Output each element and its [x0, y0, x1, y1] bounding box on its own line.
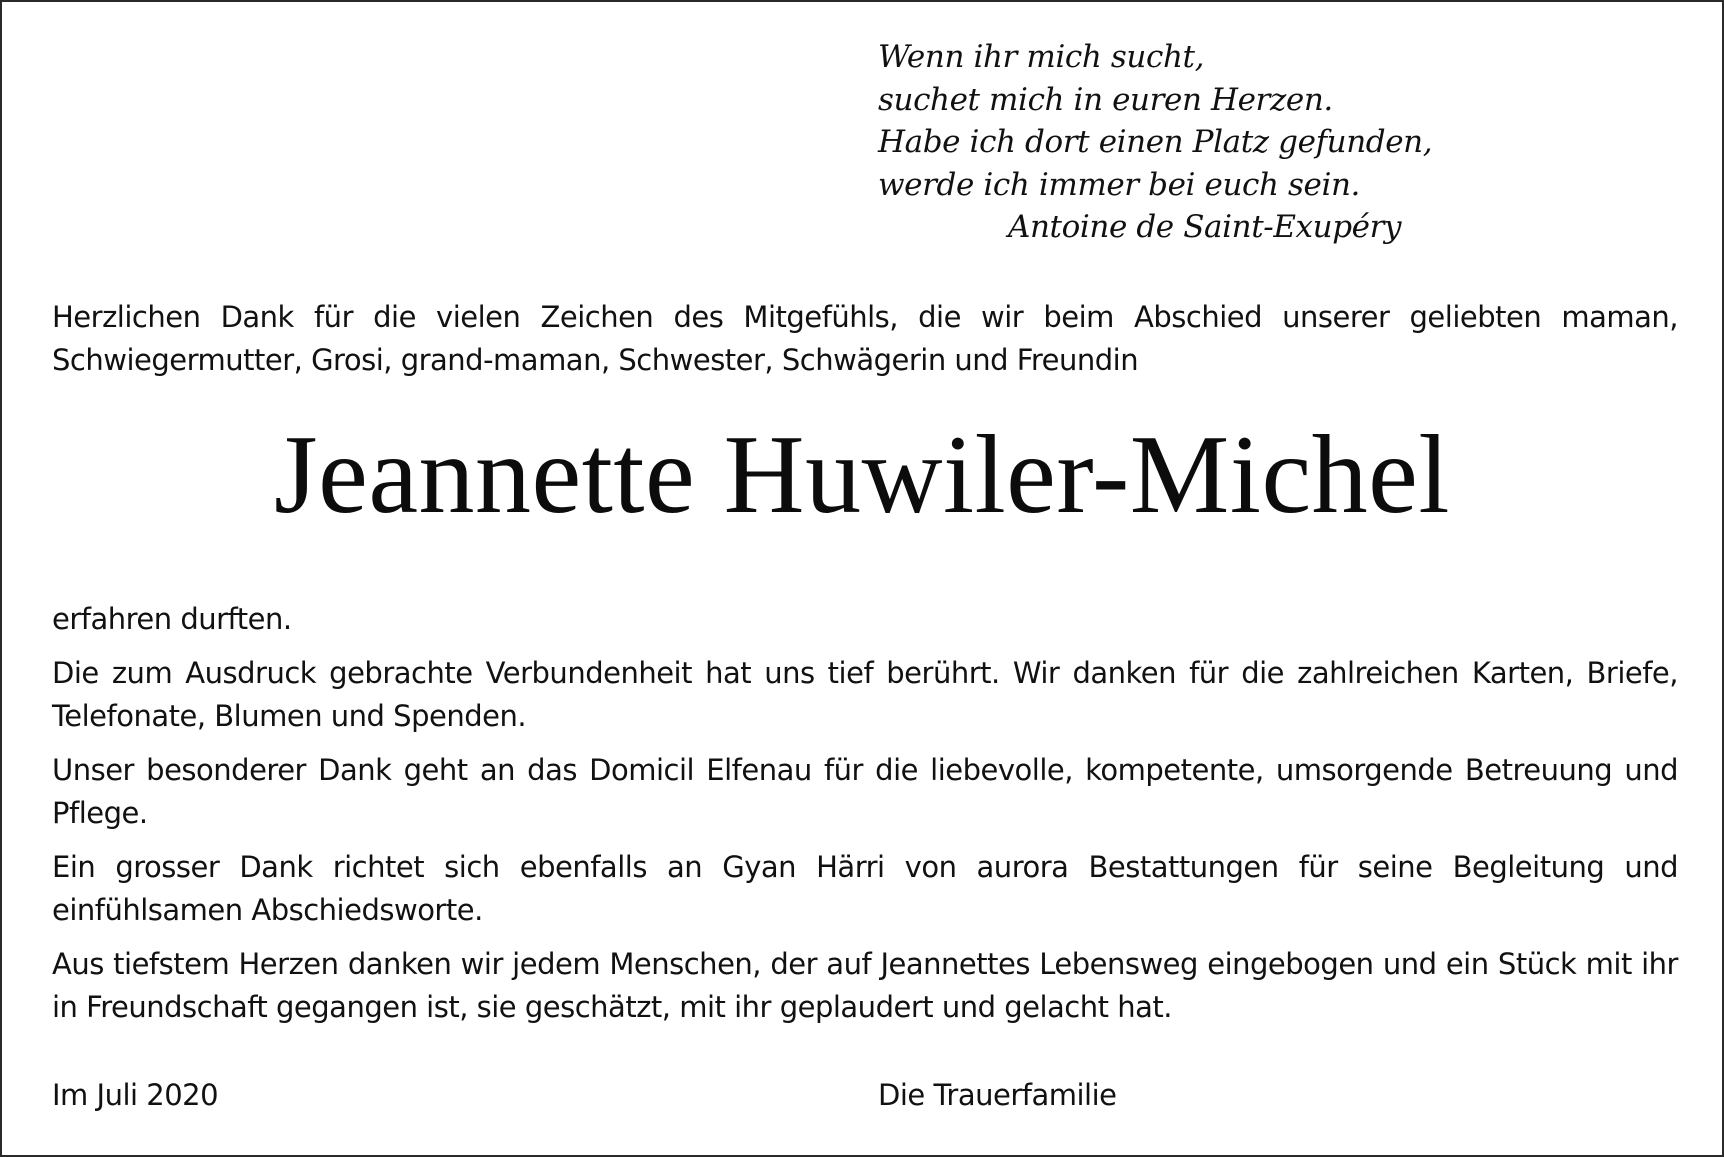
- deceased-name: Jeannette Huwiler-Michel: [274, 413, 1450, 537]
- quote-author: Antoine de Saint-Exupéry: [1008, 209, 1402, 245]
- date-line: Im Juli 2020: [52, 1078, 219, 1112]
- quote-block: [878, 36, 1432, 249]
- quote-line: suchet mich in euren Herzen.: [878, 81, 1333, 118]
- paragraph: Die zum Ausdruck gebrachte Verbundenheit hat uns tief berührt. Wir danken für die zahlreichen Karten, Briefe, Telefonate, Blumen und Spenden.: [52, 656, 1678, 733]
- signature: Die Trauerfamilie: [878, 1078, 1117, 1112]
- paragraph: erfahren durften.: [52, 602, 292, 636]
- paragraph: Ein grosser Dank richtet sich ebenfalls an Gyan Härri von aurora Bestattungen für seine Begleitung und einfühlsamen Abschiedsworte.: [52, 850, 1678, 927]
- quote-line: werde ich immer bei euch sein.: [878, 166, 1361, 203]
- intro-text: Herzlichen Dank für die vielen Zeichen des Mitgefühls, die wir beim Abschied unserer geliebten maman, Schwiegermutter, Grosi, grand-maman, Schwester, Schwägerin und Freundin: [52, 300, 1678, 377]
- quote-line: Habe ich dort einen Platz gefunden,: [878, 124, 1433, 160]
- paragraph: Unser besonderer Dank geht an das Domicil Elfenau für die liebevolle, kompetente, umsorgende Betreuung und Pflege.: [52, 753, 1678, 830]
- quote-line: Wenn ihr mich sucht,: [878, 39, 1205, 75]
- paragraph: Aus tiefstem Herzen danken wir jedem Menschen, der auf Jeannettes Lebensweg eingebogen und ein Stück mit ihr in Freundschaft gegangen ist, sie geschätzt, mit ihr geplaudert und gelacht hat.: [52, 947, 1678, 1024]
